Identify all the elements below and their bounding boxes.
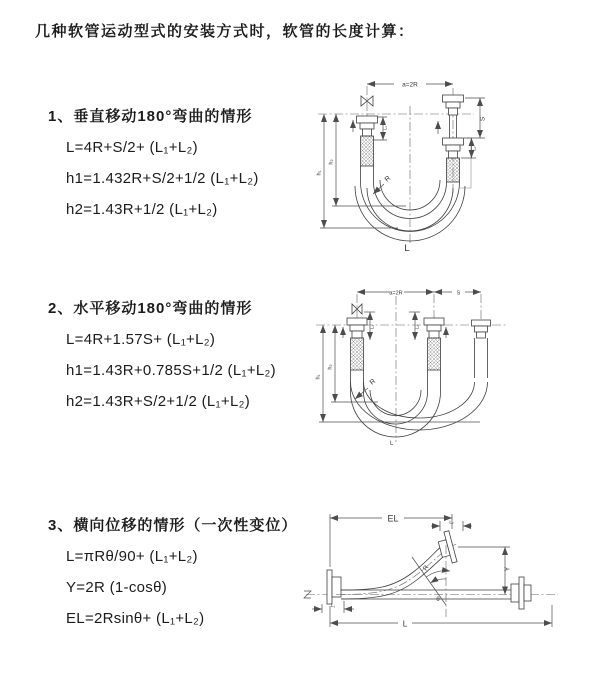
flange-right	[511, 577, 531, 609]
centerline-risers	[357, 294, 481, 320]
formula-line: EL=2Rsinθ+ (L₁+L₂)	[66, 610, 205, 627]
dim-label-el: EL	[387, 513, 399, 524]
dim-label-l2: L₂	[414, 324, 420, 330]
flange-middle	[424, 318, 444, 338]
formula-line: h2=1.43R+S/2+1/2 (L₁+L₂)	[66, 393, 251, 410]
dim-label-l1: L₁	[330, 603, 336, 608]
hose-displaced	[336, 543, 456, 599]
diagram-lateral-displacement	[300, 505, 600, 640]
section-3-heading: 3、横向位移的情形（一次性变位）	[48, 517, 298, 534]
dim-label-radius: R	[421, 564, 431, 573]
formula-line: h1=1.43R+0.785S+1/2 (L₁+L₂)	[66, 362, 276, 379]
dim-label-length: L	[404, 243, 410, 254]
flange-left	[357, 116, 378, 136]
pipe-right	[475, 338, 488, 378]
formula-line: h2=1.43R+1/2 (L₁+L₂)	[66, 201, 218, 218]
formula-line: Y=2R (1-cosθ)	[66, 579, 168, 596]
angle-arc	[430, 579, 446, 583]
dim-label-y: Y	[504, 566, 512, 572]
dim-label-s: S	[456, 290, 461, 297]
dim-label-theta: θ	[436, 597, 440, 603]
dim-label-l2: L₂	[449, 519, 454, 525]
section-vertical-movement	[48, 107, 259, 220]
flange-left	[327, 570, 341, 604]
extension-lines	[320, 206, 406, 228]
dim-label-l2: L₂	[471, 146, 477, 151]
dim-label-h2: h₂	[327, 364, 334, 370]
section-lateral-displacement	[48, 516, 297, 629]
dim-label-a2r: a=2R	[402, 81, 418, 89]
dim-label-l1: L₁	[369, 324, 375, 330]
phantom-outline	[460, 138, 471, 188]
flange-right-lower	[443, 138, 464, 158]
flange-right	[472, 320, 491, 338]
formula-line: L=4R+1.57S+ (L₁+L₂)	[66, 331, 216, 348]
angle-arc	[426, 571, 450, 577]
dim-label-radius: R	[368, 377, 378, 387]
dim-label-a2r: a=2R	[389, 290, 403, 297]
dim-label-length: L	[402, 619, 408, 629]
formula-line: L=4R+S/2+ (L₁+L₂)	[66, 139, 198, 156]
section-horizontal-movement	[48, 299, 276, 412]
braided-hose-middle	[428, 338, 441, 370]
formula-line: h1=1.432R+S/2+1/2 (L₁+L₂)	[66, 170, 259, 187]
section-1-heading: 1、垂直移动180°弯曲的情形	[48, 108, 253, 125]
dim-label-h2: h₂	[328, 159, 335, 165]
diagram-horizontal-bend-180	[308, 282, 600, 457]
dim-label-radius: R	[383, 174, 393, 184]
flange-right-upper	[443, 95, 464, 115]
page-title: 几种软管运动型式的安装方式时，软管的长度计算：	[35, 23, 415, 40]
flange-left	[347, 318, 367, 338]
section-2-heading: 2、水平移动180°弯曲的情形	[48, 300, 253, 317]
braided-hose-right	[447, 158, 460, 182]
dim-label-length: L	[390, 441, 394, 447]
dim-label-l1: L₁	[382, 125, 388, 131]
dim-label-s: S	[479, 116, 487, 122]
diagram-vertical-bend-180	[310, 70, 600, 260]
dim-label-h1: h₁	[316, 170, 323, 176]
dim-label-h1: h₁	[315, 374, 322, 380]
formula-line: L=πRθ/90+ (L₁+L₂)	[66, 548, 198, 565]
braided-hose-left	[351, 338, 364, 370]
braided-hose-left	[361, 136, 374, 166]
extension-lines	[319, 402, 480, 422]
